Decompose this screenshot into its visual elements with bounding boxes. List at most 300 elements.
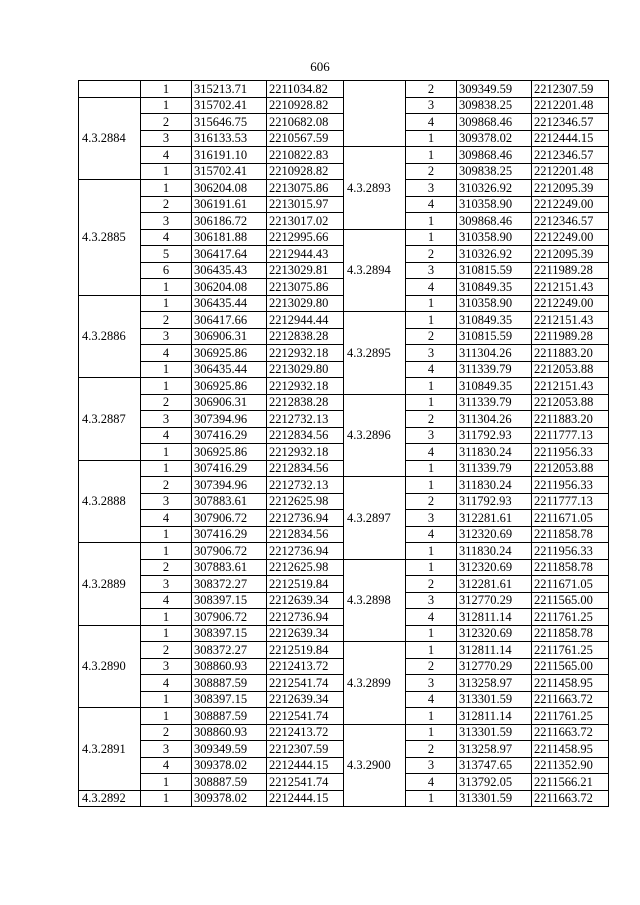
- point-number-cell: 1: [406, 147, 457, 164]
- x-coordinate-cell: 312281.61: [457, 576, 532, 593]
- point-number-cell: 1: [141, 460, 192, 477]
- x-coordinate-cell: 313792.05: [457, 774, 532, 791]
- x-coordinate-cell: 309349.59: [457, 81, 532, 98]
- point-number-cell: 2: [141, 114, 192, 131]
- x-coordinate-cell: 312811.14: [457, 642, 532, 659]
- point-number-cell: 1: [406, 378, 457, 395]
- x-coordinate-cell: 315646.75: [192, 114, 267, 131]
- x-coordinate-cell: 313747.65: [457, 757, 532, 774]
- y-coordinate-cell: 2211956.33: [532, 543, 609, 560]
- y-coordinate-cell: 2210928.82: [267, 163, 344, 180]
- y-coordinate-cell: 2210682.08: [267, 114, 344, 131]
- y-coordinate-cell: 2212249.00: [532, 196, 609, 213]
- parcel-id-cell: [79, 81, 141, 98]
- x-coordinate-cell: 310326.92: [457, 246, 532, 263]
- point-number-cell: 4: [141, 345, 192, 362]
- x-coordinate-cell: 309378.02: [457, 130, 532, 147]
- y-coordinate-cell: 2212625.98: [267, 493, 344, 510]
- x-coordinate-cell: 315213.71: [192, 81, 267, 98]
- point-number-cell: 2: [406, 163, 457, 180]
- point-number-cell: 1: [141, 609, 192, 626]
- y-coordinate-cell: 2211858.78: [532, 526, 609, 543]
- y-coordinate-cell: 2212519.84: [267, 642, 344, 659]
- point-number-cell: 3: [141, 658, 192, 675]
- parcel-id-cell: 4.3.2899: [344, 642, 406, 725]
- y-coordinate-cell: 2212932.18: [267, 444, 344, 461]
- point-number-cell: 3: [141, 130, 192, 147]
- y-coordinate-cell: 2212639.34: [267, 625, 344, 642]
- x-coordinate-cell: 309378.02: [192, 757, 267, 774]
- point-number-cell: 2: [141, 477, 192, 494]
- y-coordinate-cell: 2212834.56: [267, 427, 344, 444]
- point-number-cell: 1: [406, 460, 457, 477]
- parcel-id-cell: 4.3.2891: [79, 708, 141, 791]
- x-coordinate-cell: 310358.90: [457, 295, 532, 312]
- y-coordinate-cell: 2212932.18: [267, 345, 344, 362]
- point-number-cell: 1: [141, 708, 192, 725]
- table-row: [79, 295, 344, 312]
- point-number-cell: 1: [141, 361, 192, 378]
- point-number-cell: 1: [406, 790, 457, 807]
- y-coordinate-cell: 2210567.59: [267, 130, 344, 147]
- y-coordinate-cell: 2212736.94: [267, 510, 344, 527]
- x-coordinate-cell: 309868.46: [457, 213, 532, 230]
- point-number-cell: 1: [141, 774, 192, 791]
- x-coordinate-cell: 306204.08: [192, 279, 267, 296]
- y-coordinate-cell: 2212053.88: [532, 460, 609, 477]
- point-number-cell: 2: [141, 724, 192, 741]
- point-number-cell: 3: [406, 345, 457, 362]
- point-number-cell: 1: [141, 81, 192, 98]
- point-number-cell: 1: [141, 526, 192, 543]
- point-number-cell: 3: [141, 741, 192, 758]
- y-coordinate-cell: 2211956.33: [532, 477, 609, 494]
- y-coordinate-cell: 2211671.05: [532, 576, 609, 593]
- y-coordinate-cell: 2212151.43: [532, 378, 609, 395]
- x-coordinate-cell: 312281.61: [457, 510, 532, 527]
- x-coordinate-cell: 312770.29: [457, 592, 532, 609]
- x-coordinate-cell: 307394.96: [192, 411, 267, 428]
- point-number-cell: 3: [406, 592, 457, 609]
- point-number-cell: 4: [141, 427, 192, 444]
- y-coordinate-cell: 2212413.72: [267, 724, 344, 741]
- y-coordinate-cell: 2212095.39: [532, 246, 609, 263]
- point-number-cell: 2: [406, 411, 457, 428]
- parcel-id-cell: 4.3.2892: [79, 790, 141, 807]
- x-coordinate-cell: 308887.59: [192, 774, 267, 791]
- point-number-cell: 2: [406, 741, 457, 758]
- point-number-cell: 1: [406, 642, 457, 659]
- y-coordinate-cell: 2212346.57: [532, 114, 609, 131]
- x-coordinate-cell: 308372.27: [192, 642, 267, 659]
- table-row: [344, 312, 609, 329]
- point-number-cell: 1: [406, 477, 457, 494]
- y-coordinate-cell: 2212639.34: [267, 691, 344, 708]
- y-coordinate-cell: 2212151.43: [532, 312, 609, 329]
- point-number-cell: 1: [141, 790, 192, 807]
- y-coordinate-cell: 2212944.44: [267, 312, 344, 329]
- parcel-id-cell: 4.3.2896: [344, 394, 406, 477]
- point-number-cell: 3: [406, 97, 457, 114]
- y-coordinate-cell: 2211761.25: [532, 642, 609, 659]
- y-coordinate-cell: 2212444.15: [267, 790, 344, 807]
- table-row: [344, 642, 609, 659]
- x-coordinate-cell: 307416.29: [192, 427, 267, 444]
- x-coordinate-cell: 307416.29: [192, 460, 267, 477]
- x-coordinate-cell: 312770.29: [457, 658, 532, 675]
- point-number-cell: 4: [406, 279, 457, 296]
- x-coordinate-cell: 306925.86: [192, 345, 267, 362]
- x-coordinate-cell: 311830.24: [457, 444, 532, 461]
- x-coordinate-cell: 306417.66: [192, 312, 267, 329]
- table-row: [344, 724, 609, 741]
- y-coordinate-cell: 2212053.88: [532, 394, 609, 411]
- point-number-cell: 2: [406, 81, 457, 98]
- x-coordinate-cell: 309349.59: [192, 741, 267, 758]
- y-coordinate-cell: 2212736.94: [267, 609, 344, 626]
- x-coordinate-cell: 310849.35: [457, 378, 532, 395]
- x-coordinate-cell: 306906.31: [192, 394, 267, 411]
- table-row: [79, 180, 344, 197]
- point-number-cell: 3: [406, 427, 457, 444]
- point-number-cell: 1: [406, 559, 457, 576]
- point-number-cell: 3: [406, 675, 457, 692]
- point-number-cell: 3: [141, 328, 192, 345]
- x-coordinate-cell: 309378.02: [192, 790, 267, 807]
- x-coordinate-cell: 307416.29: [192, 526, 267, 543]
- x-coordinate-cell: 313301.59: [457, 691, 532, 708]
- y-coordinate-cell: 2213075.86: [267, 279, 344, 296]
- table-row: [344, 81, 609, 98]
- point-number-cell: 1: [406, 394, 457, 411]
- x-coordinate-cell: 307394.96: [192, 477, 267, 494]
- point-number-cell: 1: [406, 130, 457, 147]
- point-number-cell: 1: [141, 691, 192, 708]
- y-coordinate-cell: 2212736.94: [267, 543, 344, 560]
- x-coordinate-cell: 312320.69: [457, 559, 532, 576]
- point-number-cell: 2: [406, 328, 457, 345]
- parcel-id-cell: 4.3.2898: [344, 559, 406, 642]
- y-coordinate-cell: 2212625.98: [267, 559, 344, 576]
- y-coordinate-cell: 2213015.97: [267, 196, 344, 213]
- x-coordinate-cell: 306181.88: [192, 229, 267, 246]
- point-number-cell: 3: [141, 493, 192, 510]
- y-coordinate-cell: 2212834.56: [267, 460, 344, 477]
- x-coordinate-cell: 306925.86: [192, 378, 267, 395]
- x-coordinate-cell: 309868.46: [457, 147, 532, 164]
- x-coordinate-cell: 307906.72: [192, 543, 267, 560]
- table-row: [79, 790, 344, 807]
- y-coordinate-cell: 2212201.48: [532, 97, 609, 114]
- x-coordinate-cell: 309838.25: [457, 97, 532, 114]
- y-coordinate-cell: 2213017.02: [267, 213, 344, 230]
- y-coordinate-cell: 2212732.13: [267, 411, 344, 428]
- y-coordinate-cell: 2211858.78: [532, 559, 609, 576]
- y-coordinate-cell: 2212095.39: [532, 180, 609, 197]
- point-number-cell: 1: [141, 444, 192, 461]
- x-coordinate-cell: 312811.14: [457, 708, 532, 725]
- x-coordinate-cell: 308860.93: [192, 658, 267, 675]
- point-number-cell: 4: [141, 757, 192, 774]
- point-number-cell: 3: [406, 510, 457, 527]
- table-row: [344, 147, 609, 164]
- y-coordinate-cell: 2211761.25: [532, 609, 609, 626]
- x-coordinate-cell: 316133.53: [192, 130, 267, 147]
- point-number-cell: 4: [406, 444, 457, 461]
- x-coordinate-cell: 315702.41: [192, 97, 267, 114]
- point-number-cell: 3: [141, 213, 192, 230]
- table-row: [79, 625, 344, 642]
- point-number-cell: 2: [141, 312, 192, 329]
- y-coordinate-cell: 2212838.28: [267, 328, 344, 345]
- point-number-cell: 3: [141, 411, 192, 428]
- table-row: [79, 460, 344, 477]
- point-number-cell: 1: [406, 625, 457, 642]
- table-row: [344, 477, 609, 494]
- x-coordinate-cell: 310358.90: [457, 229, 532, 246]
- y-coordinate-cell: 2212444.15: [267, 757, 344, 774]
- y-coordinate-cell: 2211663.72: [532, 691, 609, 708]
- y-coordinate-cell: 2211458.95: [532, 741, 609, 758]
- x-coordinate-cell: 308860.93: [192, 724, 267, 741]
- y-coordinate-cell: 2211956.33: [532, 444, 609, 461]
- x-coordinate-cell: 306435.44: [192, 361, 267, 378]
- x-coordinate-cell: 306191.61: [192, 196, 267, 213]
- parcel-id-cell: 4.3.2887: [79, 378, 141, 461]
- y-coordinate-cell: 2211565.00: [532, 592, 609, 609]
- point-number-cell: 2: [141, 196, 192, 213]
- point-number-cell: 1: [141, 180, 192, 197]
- x-coordinate-cell: 313258.97: [457, 675, 532, 692]
- y-coordinate-cell: 2211566.21: [532, 774, 609, 791]
- x-coordinate-cell: 307883.61: [192, 559, 267, 576]
- parcel-id-cell: 4.3.2889: [79, 543, 141, 626]
- x-coordinate-cell: 311792.93: [457, 427, 532, 444]
- point-number-cell: 4: [141, 675, 192, 692]
- point-number-cell: 2: [406, 246, 457, 263]
- x-coordinate-cell: 313258.97: [457, 741, 532, 758]
- x-coordinate-cell: 306435.44: [192, 295, 267, 312]
- x-coordinate-cell: 306417.64: [192, 246, 267, 263]
- point-number-cell: 4: [406, 609, 457, 626]
- y-coordinate-cell: 2213029.81: [267, 262, 344, 279]
- point-number-cell: 1: [141, 279, 192, 296]
- y-coordinate-cell: 2212307.59: [267, 741, 344, 758]
- x-coordinate-cell: 308372.27: [192, 576, 267, 593]
- y-coordinate-cell: 2212541.74: [267, 675, 344, 692]
- x-coordinate-cell: 308397.15: [192, 625, 267, 642]
- y-coordinate-cell: 2211883.20: [532, 345, 609, 362]
- point-number-cell: 3: [406, 757, 457, 774]
- x-coordinate-cell: 310326.92: [457, 180, 532, 197]
- table-row: [344, 229, 609, 246]
- y-coordinate-cell: 2211989.28: [532, 328, 609, 345]
- point-number-cell: 2: [141, 642, 192, 659]
- x-coordinate-cell: 308887.59: [192, 708, 267, 725]
- x-coordinate-cell: 311339.79: [457, 460, 532, 477]
- parcel-id-cell: 4.3.2900: [344, 724, 406, 807]
- parcel-id-cell: 4.3.2893: [344, 147, 406, 230]
- y-coordinate-cell: 2212541.74: [267, 708, 344, 725]
- x-coordinate-cell: 306925.86: [192, 444, 267, 461]
- y-coordinate-cell: 2211565.00: [532, 658, 609, 675]
- point-number-cell: 1: [406, 708, 457, 725]
- table-row: [79, 378, 344, 395]
- table-row: [344, 394, 609, 411]
- parcel-id-cell: 4.3.2884: [79, 97, 141, 180]
- point-number-cell: 1: [406, 295, 457, 312]
- y-coordinate-cell: 2211663.72: [532, 724, 609, 741]
- point-number-cell: 2: [406, 658, 457, 675]
- x-coordinate-cell: 312320.69: [457, 625, 532, 642]
- x-coordinate-cell: 313301.59: [457, 724, 532, 741]
- y-coordinate-cell: 2211458.95: [532, 675, 609, 692]
- table-row: [79, 97, 344, 114]
- parcel-id-cell: 4.3.2888: [79, 460, 141, 543]
- point-number-cell: 3: [141, 576, 192, 593]
- y-coordinate-cell: 2212834.56: [267, 526, 344, 543]
- parcel-id-cell: 4.3.2895: [344, 312, 406, 395]
- y-coordinate-cell: 2211777.13: [532, 427, 609, 444]
- point-number-cell: 4: [141, 510, 192, 527]
- parcel-id-cell: 4.3.2890: [79, 625, 141, 708]
- x-coordinate-cell: 308397.15: [192, 592, 267, 609]
- x-coordinate-cell: 309868.46: [457, 114, 532, 131]
- y-coordinate-cell: 2212346.57: [532, 147, 609, 164]
- page-number: 606: [310, 59, 330, 74]
- y-coordinate-cell: 2212249.00: [532, 229, 609, 246]
- x-coordinate-cell: 311830.24: [457, 543, 532, 560]
- x-coordinate-cell: 311339.79: [457, 361, 532, 378]
- y-coordinate-cell: 2211883.20: [532, 411, 609, 428]
- y-coordinate-cell: 2212541.74: [267, 774, 344, 791]
- x-coordinate-cell: 306204.08: [192, 180, 267, 197]
- y-coordinate-cell: 2212307.59: [532, 81, 609, 98]
- x-coordinate-cell: 308397.15: [192, 691, 267, 708]
- x-coordinate-cell: 311830.24: [457, 477, 532, 494]
- x-coordinate-cell: 311304.26: [457, 345, 532, 362]
- point-number-cell: 1: [406, 312, 457, 329]
- x-coordinate-cell: 312320.69: [457, 526, 532, 543]
- parcel-id-cell: [344, 81, 406, 147]
- y-coordinate-cell: 2211858.78: [532, 625, 609, 642]
- y-coordinate-cell: 2211352.90: [532, 757, 609, 774]
- table-row: [79, 543, 344, 560]
- point-number-cell: 1: [141, 378, 192, 395]
- x-coordinate-cell: 306906.31: [192, 328, 267, 345]
- point-number-cell: 4: [406, 774, 457, 791]
- point-number-cell: 4: [141, 147, 192, 164]
- point-number-cell: 3: [406, 262, 457, 279]
- point-number-cell: 1: [406, 543, 457, 560]
- x-coordinate-cell: 307906.72: [192, 609, 267, 626]
- x-coordinate-cell: 310815.59: [457, 328, 532, 345]
- point-number-cell: 2: [406, 493, 457, 510]
- point-number-cell: 4: [406, 361, 457, 378]
- point-number-cell: 2: [141, 394, 192, 411]
- y-coordinate-cell: 2212201.48: [532, 163, 609, 180]
- parcel-id-cell: 4.3.2897: [344, 477, 406, 560]
- y-coordinate-cell: 2212995.66: [267, 229, 344, 246]
- point-number-cell: 6: [141, 262, 192, 279]
- y-coordinate-cell: 2212519.84: [267, 576, 344, 593]
- y-coordinate-cell: 2212346.57: [532, 213, 609, 230]
- x-coordinate-cell: 315702.41: [192, 163, 267, 180]
- y-coordinate-cell: 2211671.05: [532, 510, 609, 527]
- point-number-cell: 1: [406, 229, 457, 246]
- x-coordinate-cell: 311304.26: [457, 411, 532, 428]
- y-coordinate-cell: 2213075.86: [267, 180, 344, 197]
- table-row: [79, 81, 344, 98]
- x-coordinate-cell: 309838.25: [457, 163, 532, 180]
- parcel-id-cell: 4.3.2885: [79, 180, 141, 296]
- point-number-cell: 1: [141, 163, 192, 180]
- y-coordinate-cell: 2211777.13: [532, 493, 609, 510]
- y-coordinate-cell: 2211761.25: [532, 708, 609, 725]
- y-coordinate-cell: 2212838.28: [267, 394, 344, 411]
- point-number-cell: 1: [141, 625, 192, 642]
- x-coordinate-cell: 310849.35: [457, 312, 532, 329]
- y-coordinate-cell: 2211663.72: [532, 790, 609, 807]
- y-coordinate-cell: 2212413.72: [267, 658, 344, 675]
- y-coordinate-cell: 2211989.28: [532, 262, 609, 279]
- point-number-cell: 4: [406, 691, 457, 708]
- y-coordinate-cell: 2212151.43: [532, 279, 609, 296]
- x-coordinate-cell: 310815.59: [457, 262, 532, 279]
- y-coordinate-cell: 2212249.00: [532, 295, 609, 312]
- x-coordinate-cell: 306186.72: [192, 213, 267, 230]
- y-coordinate-cell: 2213029.80: [267, 295, 344, 312]
- x-coordinate-cell: 308887.59: [192, 675, 267, 692]
- y-coordinate-cell: 2212444.15: [532, 130, 609, 147]
- point-number-cell: 1: [406, 213, 457, 230]
- y-coordinate-cell: 2210928.82: [267, 97, 344, 114]
- x-coordinate-cell: 307883.61: [192, 493, 267, 510]
- coordinates-table-left: [78, 80, 344, 807]
- point-number-cell: 3: [406, 180, 457, 197]
- table-row: [344, 559, 609, 576]
- y-coordinate-cell: 2210822.83: [267, 147, 344, 164]
- x-coordinate-cell: 307906.72: [192, 510, 267, 527]
- x-coordinate-cell: 312811.14: [457, 609, 532, 626]
- point-number-cell: 4: [406, 196, 457, 213]
- x-coordinate-cell: 313301.59: [457, 790, 532, 807]
- point-number-cell: 2: [406, 576, 457, 593]
- parcel-id-cell: 4.3.2886: [79, 295, 141, 378]
- y-coordinate-cell: 2212639.34: [267, 592, 344, 609]
- point-number-cell: 5: [141, 246, 192, 263]
- point-number-cell: 4: [406, 526, 457, 543]
- x-coordinate-cell: 311792.93: [457, 493, 532, 510]
- y-coordinate-cell: 2212732.13: [267, 477, 344, 494]
- y-coordinate-cell: 2212932.18: [267, 378, 344, 395]
- point-number-cell: 2: [141, 559, 192, 576]
- x-coordinate-cell: 310849.35: [457, 279, 532, 296]
- x-coordinate-cell: 311339.79: [457, 394, 532, 411]
- table-row: [79, 708, 344, 725]
- x-coordinate-cell: 306435.43: [192, 262, 267, 279]
- parcel-id-cell: 4.3.2894: [344, 229, 406, 312]
- point-number-cell: 1: [141, 543, 192, 560]
- y-coordinate-cell: 2212053.88: [532, 361, 609, 378]
- coordinates-table-right: [343, 80, 609, 807]
- x-coordinate-cell: 316191.10: [192, 147, 267, 164]
- point-number-cell: 4: [141, 229, 192, 246]
- point-number-cell: 1: [406, 724, 457, 741]
- x-coordinate-cell: 310358.90: [457, 196, 532, 213]
- point-number-cell: 1: [141, 295, 192, 312]
- y-coordinate-cell: 2212944.43: [267, 246, 344, 263]
